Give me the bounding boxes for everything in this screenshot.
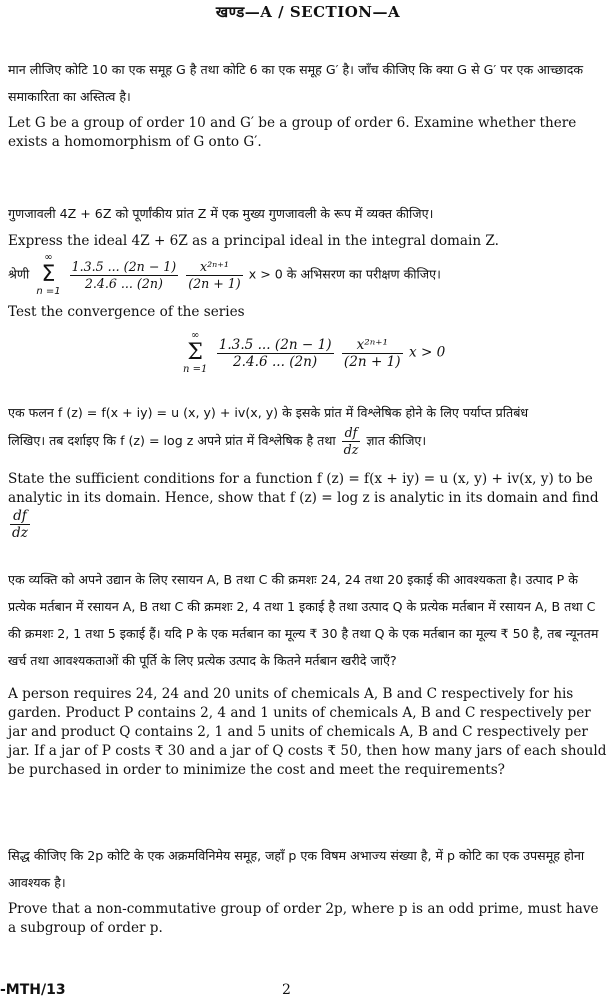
q6-hindi: सिद्ध कीजिए कि 2p कोटि के एक अक्रमविनिमेय समूह, जहाँ p एक विषम अभाज्य संख्या है, में p कोटि का एक उपसमूह होना आवश्यक है। [8,848,585,890]
fraction-denominator: (2n + 1) [188,275,241,291]
q3-english: Test the convergence of the series [8,304,245,320]
fraction-denominator: (2n + 1) [343,353,401,370]
q1-hindi: मान लीजिए कोटि 10 का एक समूह G है तथा कोटि 6 का एक समूह G′ है। जाँच कीजिए कि क्या G से G′ पर एक आच्छादक समाकारिता का अस्तित्व है। [8,62,584,104]
sum-upper-limit: ∞ [44,252,53,263]
series-condition: x > 0 [408,344,446,361]
derivative-fraction [342,425,361,458]
fraction-denominator: dz [343,442,359,457]
q3-series-display [180,330,600,376]
paper-code: -MTH/13 [0,982,66,998]
q4-hindi-text: लिखिए। तब दर्शाइए कि f (z) = log z अपने प्रांत में विश्लेषिक है तथा [8,433,336,448]
sigma-icon: Σ [41,262,56,287]
q3-hindi [8,252,608,298]
derivative-fraction [10,508,30,541]
summation-sign [183,330,207,376]
series-term-fraction-2 [342,337,403,370]
sum-lower-limit: n =1 [183,364,208,375]
fraction-numerator: 1.3.5 ... (2n − 1) [71,258,177,274]
fraction-numerator: x²ⁿ⁺¹ [342,337,403,354]
q3-hindi-suffix: x > 0 के अभिसरण का परीक्षण कीजिए। [248,266,441,282]
fraction-numerator: df [342,425,361,442]
q4-hindi-line1: एक फलन f (z) = f(x + iy) = u (x, y) + iv(x, y) के इसके प्रांत में विश्लेषिक होने के लिए पर्याप्त प्रतिबंध [8,405,529,420]
series-term-fraction-2 [186,259,243,292]
summation-sign [36,252,60,298]
fraction-numerator: 1.3.5 ... (2n − 1) [218,336,332,353]
q4-english-text: State the sufficient conditions for a function f (z) = f(x + iy) = u (x, y) + iv(x, y) to be analytic in its domain. Hence, show that f (z) = log z is analytic in its domain and find [8,471,599,506]
section-heading: खण्ड—A / SECTION—A [215,3,401,21]
series-term-fraction-1 [70,259,179,292]
fraction-denominator: 2.4.6 ... (2n) [233,353,318,370]
sum-lower-limit: n =1 [36,286,61,297]
q4-hindi-line2 [8,425,608,458]
fraction-numerator: df [10,508,30,525]
fraction-numerator: x²ⁿ⁺¹ [186,259,243,276]
q5-hindi: एक व्यक्ति को अपने उद्यान के लिए रसायन A, B तथा C की क्रमशः 24, 24 तथा 20 इकाई की आवश्यकता है। उत्पाद P के प्रत्येक मर्तबान में रसायन A, B तथा C की क्रमशः 2, 4 तथा 1 इकाई है तथा उत्पाद Q के प्रत्येक मर्तबान में रसायन A, B तथा C की क्रमशः 2, 1 तथा 5 इकाई हैं। यदि P के एक मर्तबान का मूल्य ₹ 30 है तथा Q के एक मर्तबान का मूल्य ₹ 50 है, तब न्यूनतम खर्च तथा आवश्यकताओं की पूर्ति के लिए प्रत्येक उत्पाद के कितने मर्तबान खरीदे जाएँ? [8,572,599,668]
sum-upper-limit: ∞ [191,330,200,341]
q6-english: Prove that a non-commutative group of order 2p, where p is an odd prime, must have a subgroup of order p. [8,901,599,936]
fraction-denominator: dz [12,525,28,541]
sigma-icon: Σ [187,340,203,365]
series-term-fraction-1 [217,337,334,370]
page-number: 2 [282,982,291,998]
fraction-denominator: 2.4.6 ... (2n) [84,275,163,291]
q3-hindi-prefix: श्रेणी [8,266,30,282]
q1-english: Let G be a group of order 10 and G′ be a group of order 6. Examine whether there exists a homomorphism of G onto G′. [8,115,577,150]
q4-hindi-text-end: ज्ञात कीजिए। [366,433,427,448]
q4-hindi [8,400,608,458]
q2-english: Express the ideal 4Z + 6Z as a principal ideal in the integral domain Z. [8,233,499,249]
q5-english: A person requires 24, 24 and 20 units of chemicals A, B and C respectively for his garden. Product P contains 2, 4 and 1 units of chemicals A, B and C respectively per jar and product Q contains 2, 1 and 5 units of chemicals A, B and C respectively per jar. If a jar of P costs ₹ 30 and a jar of Q costs ₹ 50, then how many jars of each should be purchased in order to minimize the cost and meet the requirements? [8,686,607,778]
q2-hindi: गुणजावली 4Z + 6Z को पूर्णांकीय प्रांत Z में एक मुख्य गुणजावली के रूप में व्यक्त कीजिए। [8,206,434,221]
q4-english [8,470,608,541]
